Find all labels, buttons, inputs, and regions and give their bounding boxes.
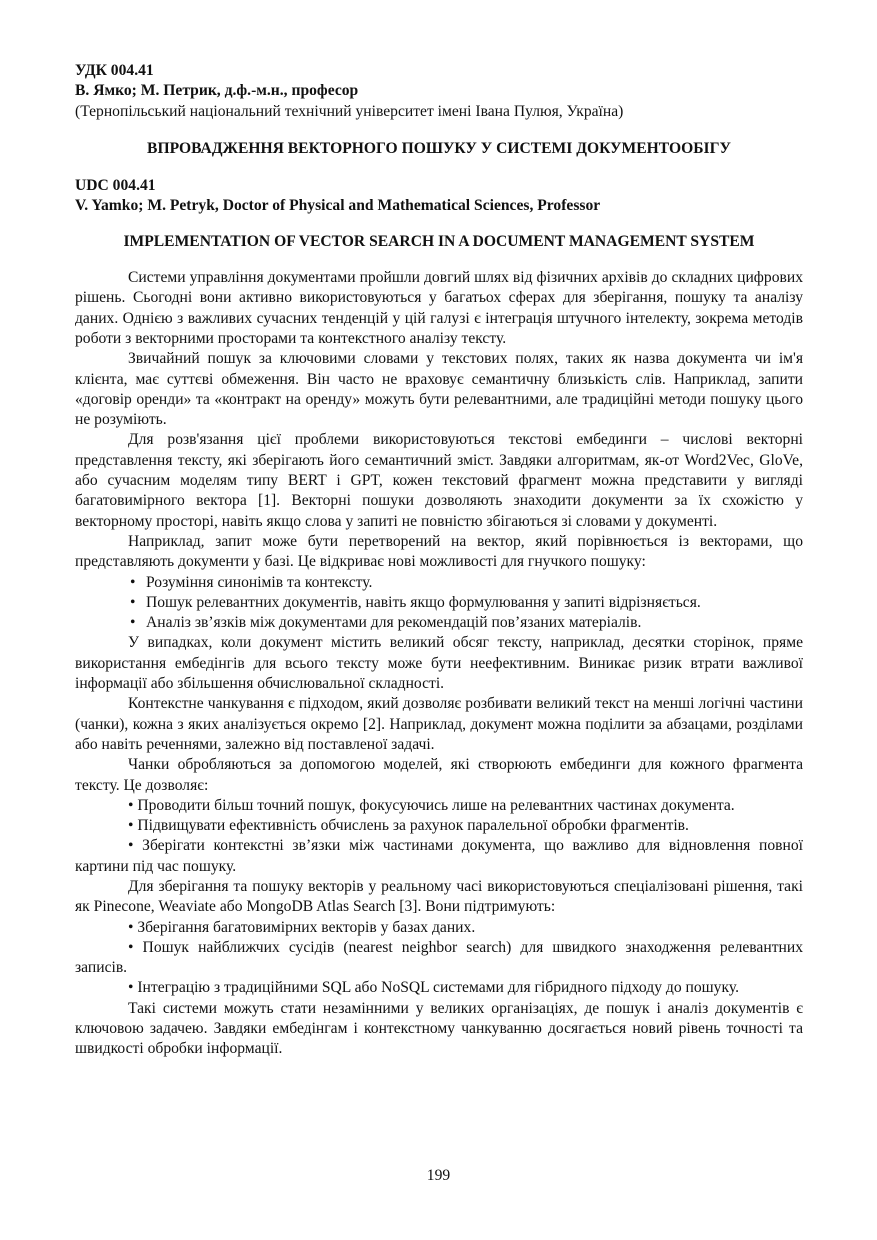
list-item: • Інтеграцію з традиційними SQL або NoSQL системами для гібридного підходу до пошуку. bbox=[128, 979, 739, 997]
list-item: • Аналіз зв’язків між документами для рекомендацій пов’язаних матеріалів. bbox=[128, 613, 803, 633]
affiliation-ua: (Тернопільський національний технічний університет імені Івана Пулюя, Україна) bbox=[75, 102, 624, 120]
bullet-list-3 bbox=[75, 918, 803, 999]
page-number: 199 bbox=[426, 1167, 451, 1184]
udk-code-ua: УДК 004.41 bbox=[75, 62, 154, 79]
paragraph-5: У випадках, коли документ містить великий обсяг тексту, наприклад, десятки сторінок, пряме використання ембедінгів для всього тексту може бути неефективним. Виникає ризик втрати важливої інформації або збільшення обчислювальної складності. bbox=[75, 634, 803, 693]
paper-page bbox=[75, 61, 803, 1060]
paragraph-4: Наприклад, запит може бути перетворений на вектор, який порівнюється із векторами, що представляють документи у базі. Це відкриває нові можливості для гнучкого пошуку: bbox=[75, 532, 803, 571]
list-item: • Проводити більш точний пошук, фокусуючись лише на релевантних частинах документа. bbox=[128, 796, 735, 814]
paper-title-en: IMPLEMENTATION OF VECTOR SEARCH IN A DOCUMENT MANAGEMENT SYSTEM bbox=[123, 232, 755, 250]
paragraph-3: Для розв'язання цієї проблеми використовуються текстові ембединги – числові векторні представлення тексту, які зберігають його семантичний зміст. Завдяки алгоритмам, як-от Word2Vec, GloVe, або сучасним моделям типу BERT і GPT, кожен текстовий фрагмент можна представити у вигляді багатовимірного вектора [1]. Векторні пошуки дозволяють знаходити документи за їх схожістю у векторному просторі, навіть якщо слова у запиті не повністю збігаються зі словами у документі. bbox=[75, 431, 803, 530]
bullet-list-1 bbox=[75, 573, 803, 634]
paragraph-6: Контекстне чанкування є підходом, який дозволяє розбивати великий текст на менші логічні частини (чанки), кожна з яких аналізується окремо [2]. Наприклад, документ можна поділити за абзацами, розділами або навіть реченнями, залежно від поставленої задачі. bbox=[75, 695, 803, 753]
paragraph-2: Звичайний пошук за ключовими словами у текстових полях, таких як назва документа чи ім'я клієнта, має суттєві обмеження. Він часто не враховує семантичну близькість слів. Наприклад, запити «договір оренди» та «контракт на оренду» можуть бути релевантними, але традиційні методи пошуку цього не розуміють. bbox=[75, 350, 803, 429]
authors-ua: В. Ямко; М. Петрик, д.ф.-м.н., професор bbox=[75, 82, 359, 100]
list-item: • Пошук релевантних документів, навіть якщо формулювання у запиті відрізняється. bbox=[128, 593, 803, 613]
bullet-list-2 bbox=[75, 796, 803, 877]
paper-title-ua: ВПРОВАДЖЕННЯ ВЕКТОРНОГО ПОШУКУ У СИСТЕМІ ДОКУМЕНТООБІГУ bbox=[147, 139, 731, 157]
udc-code-en: UDC 004.41 bbox=[75, 177, 156, 195]
list-item: • Зберігання багатовимірних векторів у базах даних. bbox=[128, 918, 476, 936]
list-item: • Розуміння синонімів та контексту. bbox=[128, 573, 803, 593]
list-item: • Підвищувати ефективність обчислень за рахунок паралельної обробки фрагментів. bbox=[128, 817, 689, 835]
paragraph-8: Для зберігання та пошуку векторів у реальному часі використовуються спеціалізовані рішення, такі як Pinecone, Weaviate або MongoDB Atlas Search [3]. Вони підтримують: bbox=[75, 877, 803, 916]
list-item: • Пошук найближчих сусідів (nearest neighbor search) для швидкого знаходження релевантних записів. bbox=[75, 938, 803, 977]
paragraph-9: Такі системи можуть стати незамінними у великих організаціях, де пошук і аналіз документів є ключовою задачею. Завдяки ембедінгам і контекстному чанкуванню досягається новий рівень точності та швидкості обробки інформації. bbox=[75, 999, 803, 1058]
paragraph-7: Чанки обробляються за допомогою моделей, які створюють ембединги для кожного фрагмента тексту. Це дозволяє: bbox=[75, 756, 803, 794]
list-item: • Зберігати контекстні зв’язки між частинами документа, що важливо для відновлення повної картини під час пошуку. bbox=[75, 837, 803, 875]
paragraph-1: Системи управління документами пройшли довгий шлях від фізичних архівів до складних цифрових рішень. Сьогодні вони активно використовуються у багатьох сферах для зберігання, пошуку та аналізу даних. Однією з важливих сучасних тенденцій у цій галузі є інтеграція штучного інтелекту, зокрема методів роботи з векторними просторами та контекстного аналізу тексту. bbox=[75, 269, 803, 347]
authors-en: V. Yamko; M. Petryk, Doctor of Physical and Mathematical Sciences, Professor bbox=[75, 197, 601, 215]
